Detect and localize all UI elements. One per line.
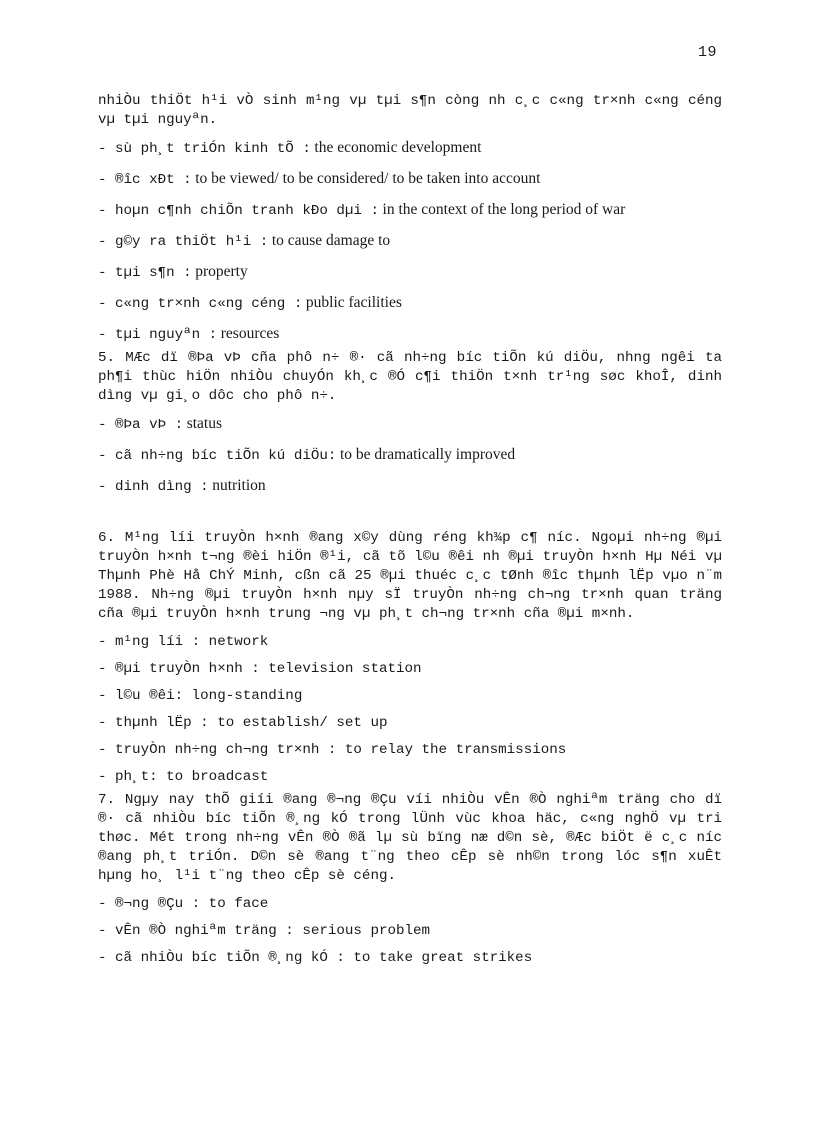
glossary-item <box>98 324 722 345</box>
glossary-translation: in the context of the long period of war <box>382 201 626 218</box>
glossary-term: - hoµn c¶nh chiÕn tranh kÐo dµi : <box>98 203 379 219</box>
glossary-item <box>98 138 722 159</box>
glossary-term: - cã nh÷ng bíc tiÕn kú diÖu: <box>98 448 337 464</box>
glossary-term: - ®Þa vÞ : <box>98 417 184 433</box>
glossary-item <box>98 262 722 283</box>
glossary-translation: public facilities <box>305 294 402 311</box>
glossary-translation: nutrition <box>212 477 266 494</box>
glossary-term: - g©y ra thiÖt h¹i : <box>98 234 269 250</box>
glossary-term: - dinh dìng : <box>98 479 209 495</box>
glossary-translation: to be viewed/ to be considered/ to be taken into account <box>195 170 541 187</box>
glossary-term: - tµi s¶n : <box>98 265 192 281</box>
glossary-item <box>98 476 722 497</box>
document-body <box>98 92 722 975</box>
glossary-translation: to be dramatically improved <box>339 446 516 463</box>
glossary-item: - ®¬ng ®Çu : to face <box>98 896 269 912</box>
section-6-paragraph: 6. M¹ng líi truyÒn h×nh ®ang x©y dùng réng kh¾p c¶ níc. Ngoµi nh÷ng ®µi truyÒn h×nh t¬ng ®èi hiÖn ®¹i, cã tõ l©u ®êi nh ®µi truyÒn h×nh Hµ Néi vµ Thµnh Phè Hå ChÝ Minh, cßn cã 25 ®µi thuéc c¸c tØnh ®îc thµnh lËp vµo n¨m 1988. Nh÷ng ®µi truyÒn h×nh nµy sÏ truyÒn nh÷ng ch¬ng tr×nh quan träng cña ®µi truyÒn h×nh trung ¬ng vµ ph¸t ch¬ng tr×nh cña ®µi m×nh. <box>98 530 722 622</box>
glossary-translation: resources <box>220 325 280 342</box>
glossary-translation: property <box>195 263 248 280</box>
glossary-item <box>98 231 722 252</box>
glossary-term: - c«ng tr×nh c«ng céng : <box>98 296 303 312</box>
glossary-item: - cã nhiÒu bíc tiÕn ®¸ng kÓ : to take great strikes <box>98 950 533 966</box>
glossary-item: - m¹ng líi : network <box>98 634 269 650</box>
glossary-item: - l©u ®êi: long-standing <box>98 688 303 704</box>
glossary-item <box>98 200 722 221</box>
glossary-item: - ®µi truyÒn h×nh : television station <box>98 661 422 677</box>
glossary-term: - ®îc xÐt : <box>98 172 192 188</box>
glossary-item <box>98 445 722 466</box>
glossary-item: - thµnh lËp : to establish/ set up <box>98 715 388 731</box>
section-5-paragraph: 5. MÆc dï ®Þa vÞ cña phô n÷ ®· cã nh÷ng bíc tiÕn kú diÖu, nhng ngêi ta ph¶i thùc hiÖn nhiÒu chuyÓn kh¸c ®Ó c¶i thiÖn t×nh tr¹ng søc khoÎ, dinh dìng vµ gi¸o dôc cho phô n÷. <box>98 350 722 404</box>
section-4-paragraph-tail: nhiÒu thiÖt h¹i vÒ sinh m¹ng vµ tµi s¶n còng nh c¸c c«ng tr×nh c«ng céng vµ tµi nguyªn. <box>98 93 722 128</box>
glossary-item <box>98 414 722 435</box>
glossary-translation: the economic development <box>314 139 482 156</box>
glossary-item: - ph¸t: to broadcast <box>98 769 269 785</box>
section-7-paragraph: 7. Ngµy nay thÕ giíi ®ang ®¬ng ®Çu víi nhiÒu vÊn ®Ò nghiªm träng cho dï ®· cã nhiÒu bíc tiÕn ®¸ng kÓ trong lÜnh vùc khoa häc, c«ng nghÖ vµ tri thøc. Mét trong nh÷ng vÊn ®Ò ®ã lµ sù bïng næ d©n sè, ®Æc biÖt ë c¸c níc ®ang ph¸t triÓn. D©n sè ®ang t¨ng theo cÊp sè nh©n trong lóc s¶n xuÊt hµng ho¸ l¹i t¨ng theo cÊp sè céng. <box>98 792 722 884</box>
section-spacer <box>98 507 722 529</box>
glossary-term: - tµi nguyªn : <box>98 327 218 343</box>
glossary-translation: to cause damage to <box>271 232 391 249</box>
glossary-item <box>98 293 722 314</box>
glossary-translation: status <box>186 415 222 432</box>
glossary-item: - vÊn ®Ò nghiªm träng : serious problem <box>98 923 431 939</box>
glossary-item <box>98 169 722 190</box>
page-number: 19 <box>698 44 718 61</box>
glossary-term: - sù ph¸t triÓn kinh tÕ : <box>98 141 311 157</box>
glossary-item: - truyÒn nh÷ng ch¬ng tr×nh : to relay the transmissions <box>98 742 567 758</box>
